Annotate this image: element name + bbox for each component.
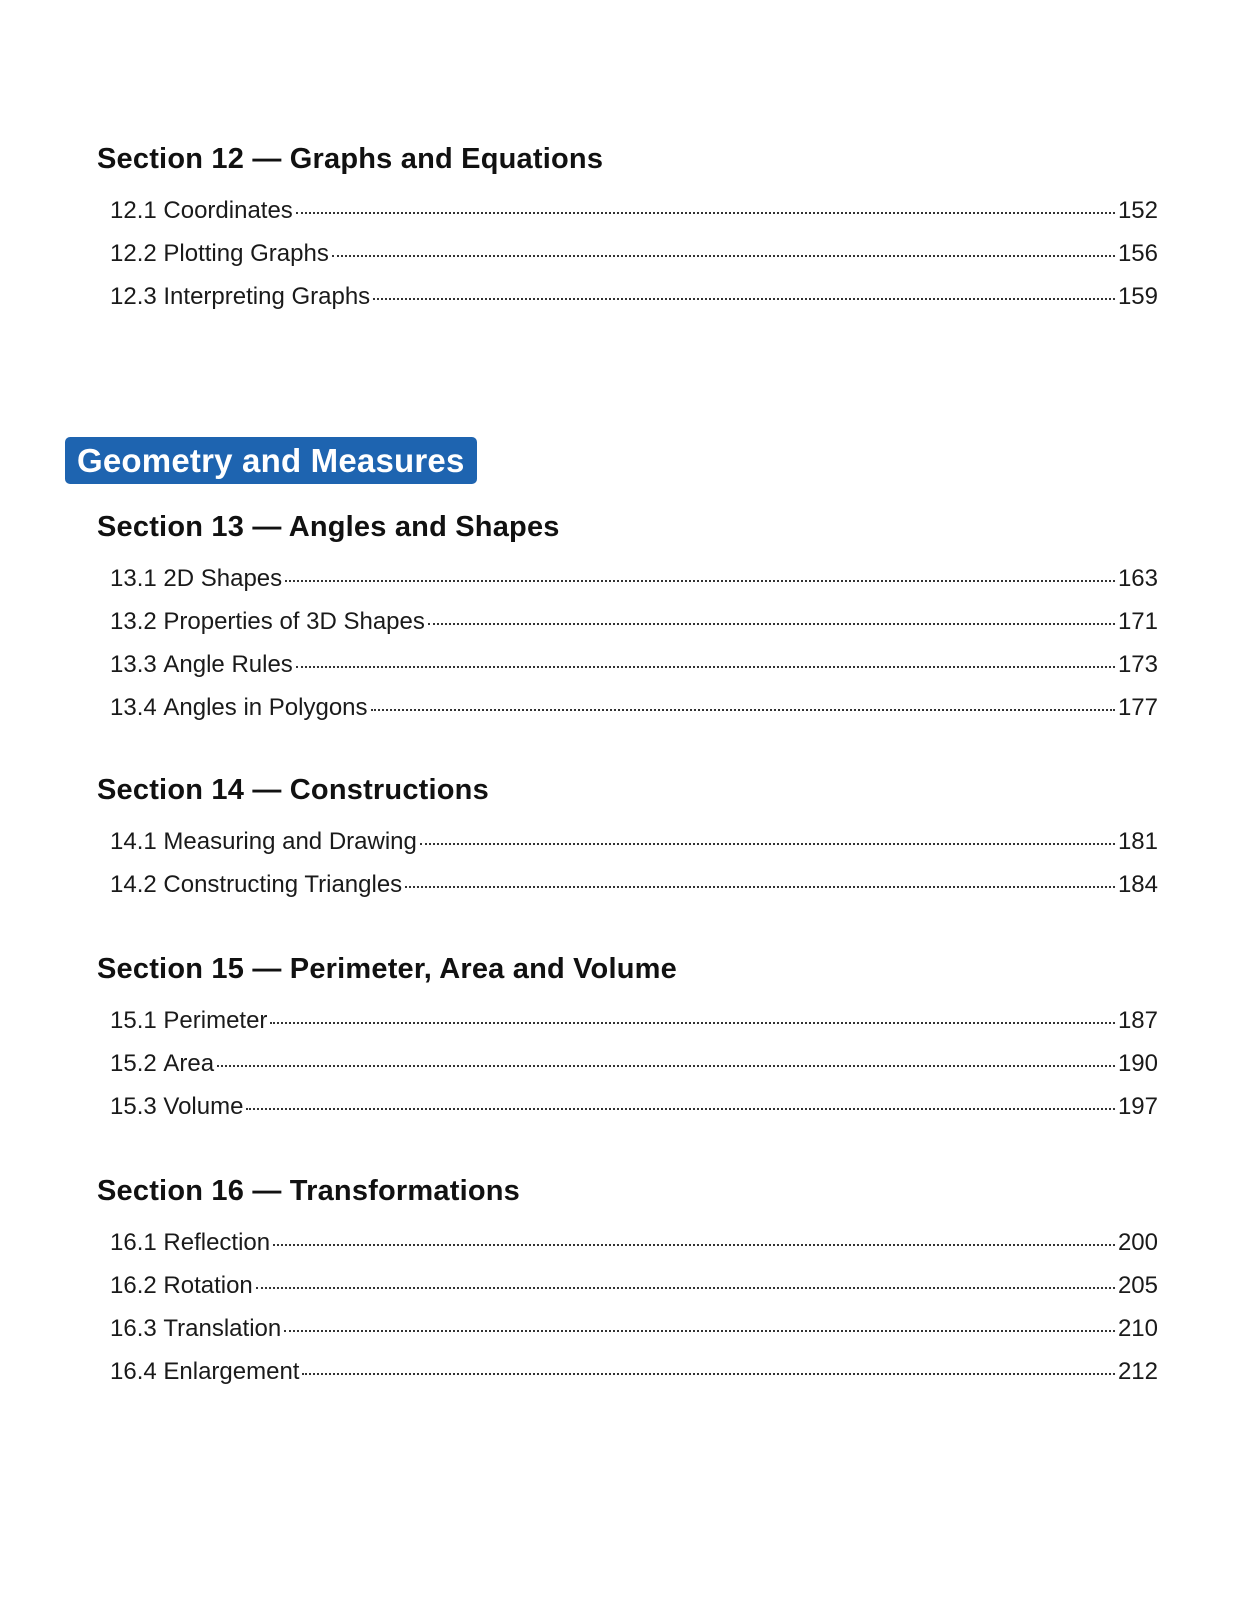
entry-label: Constructing Triangles — [163, 871, 403, 898]
dot-leader — [302, 1373, 1114, 1375]
entry-page-number: 173 — [1117, 651, 1158, 678]
entry-label: Reflection — [163, 1229, 271, 1256]
entry-number: 15.1 — [110, 1007, 157, 1034]
dot-leader — [371, 709, 1115, 711]
entry-label: Interpreting Graphs — [163, 283, 371, 310]
toc-entry[interactable] — [110, 1228, 1158, 1258]
entry-number: 12.1 — [110, 197, 157, 224]
dot-leader — [217, 1065, 1115, 1067]
dot-leader — [270, 1022, 1115, 1024]
entry-number: 15.3 — [110, 1093, 157, 1120]
entry-number: 16.4 — [110, 1358, 157, 1385]
toc-entry[interactable] — [110, 870, 1158, 900]
toc-entry[interactable] — [110, 1357, 1158, 1387]
dot-leader — [420, 843, 1115, 845]
entry-page-number: 181 — [1117, 828, 1158, 855]
toc-entry[interactable] — [110, 282, 1158, 312]
entry-page-number: 210 — [1117, 1315, 1158, 1342]
entry-number: 13.3 — [110, 651, 157, 678]
entry-page-number: 200 — [1117, 1229, 1158, 1256]
toc-entry[interactable] — [110, 1314, 1158, 1344]
entry-page-number: 205 — [1117, 1272, 1158, 1299]
dot-leader — [284, 1330, 1115, 1332]
entry-page-number: 159 — [1117, 283, 1158, 310]
entry-label: Angles in Polygons — [163, 694, 368, 721]
entry-page-number: 197 — [1117, 1093, 1158, 1120]
section-16-title: Section 16 — Transformations — [97, 1175, 520, 1207]
entry-label: Measuring and Drawing — [163, 828, 417, 855]
dot-leader — [296, 212, 1115, 214]
toc-entry[interactable] — [110, 239, 1158, 269]
entry-label: Properties of 3D Shapes — [163, 608, 425, 635]
entry-page-number: 184 — [1117, 871, 1158, 898]
entry-page-number: 163 — [1117, 565, 1158, 592]
entry-number: 12.2 — [110, 240, 157, 267]
entry-number: 16.1 — [110, 1229, 157, 1256]
entry-number: 13.1 — [110, 565, 157, 592]
entry-number: 14.2 — [110, 871, 157, 898]
toc-entry[interactable] — [110, 650, 1158, 680]
entry-label: Perimeter — [163, 1007, 268, 1034]
dot-leader — [373, 298, 1115, 300]
entry-label: Coordinates — [163, 197, 293, 224]
toc-entry[interactable] — [110, 196, 1158, 226]
dot-leader — [285, 580, 1115, 582]
entry-number: 13.2 — [110, 608, 157, 635]
entry-label: Translation — [163, 1315, 282, 1342]
entry-number: 12.3 — [110, 283, 157, 310]
entry-number: 15.2 — [110, 1050, 157, 1077]
section-12-title: Section 12 — Graphs and Equations — [97, 143, 604, 175]
dot-leader — [246, 1108, 1115, 1110]
toc-entry[interactable] — [110, 1271, 1158, 1301]
entry-label: Area — [163, 1050, 215, 1077]
entry-page-number: 152 — [1117, 197, 1158, 224]
toc-entry[interactable] — [110, 693, 1158, 723]
section-15-title: Section 15 — Perimeter, Area and Volume — [97, 953, 677, 985]
entry-page-number: 171 — [1117, 608, 1158, 635]
dot-leader — [273, 1244, 1115, 1246]
dot-leader — [428, 623, 1115, 625]
toc-entry[interactable] — [110, 1092, 1158, 1122]
entry-label: Volume — [163, 1093, 244, 1120]
entry-page-number: 177 — [1117, 694, 1158, 721]
entry-page-number: 190 — [1117, 1050, 1158, 1077]
toc-entry[interactable] — [110, 1049, 1158, 1079]
entry-number: 13.4 — [110, 694, 157, 721]
entry-label: Angle Rules — [163, 651, 293, 678]
entry-page-number: 212 — [1117, 1358, 1158, 1385]
part-banner — [65, 437, 477, 484]
section-13-title: Section 13 — Angles and Shapes — [97, 511, 560, 543]
entry-number: 14.1 — [110, 828, 157, 855]
toc-entry[interactable] — [110, 564, 1158, 594]
entry-page-number: 156 — [1117, 240, 1158, 267]
entry-label: Rotation — [163, 1272, 253, 1299]
toc-entry[interactable] — [110, 827, 1158, 857]
entry-page-number: 187 — [1117, 1007, 1158, 1034]
toc-entry[interactable] — [110, 607, 1158, 637]
entry-number: 16.2 — [110, 1272, 157, 1299]
part-banner-label: Geometry and Measures — [77, 441, 465, 479]
dot-leader — [256, 1287, 1115, 1289]
dot-leader — [296, 666, 1115, 668]
dot-leader — [405, 886, 1115, 888]
toc-entry[interactable] — [110, 1006, 1158, 1036]
entry-label: Enlargement — [163, 1358, 300, 1385]
entry-label: 2D Shapes — [163, 565, 283, 592]
section-14-title: Section 14 — Constructions — [97, 774, 489, 806]
entry-label: Plotting Graphs — [163, 240, 329, 267]
dot-leader — [332, 255, 1115, 257]
entry-number: 16.3 — [110, 1315, 157, 1342]
